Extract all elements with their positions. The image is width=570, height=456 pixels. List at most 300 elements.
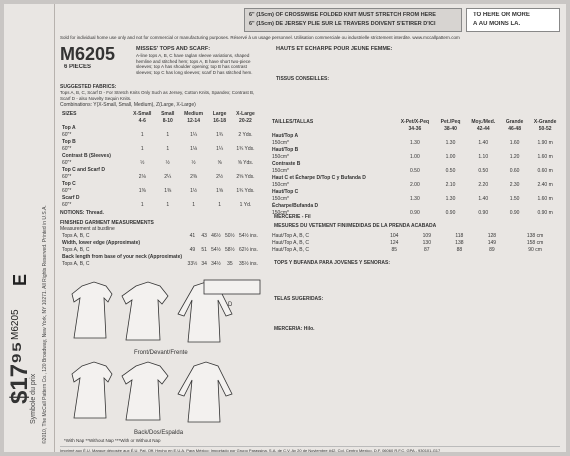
footer-divider xyxy=(60,446,560,447)
yardage-row-cell: Top C and Scarf D xyxy=(62,166,105,173)
metric-row-cell xyxy=(394,132,435,139)
table-header xyxy=(60,110,260,117)
yardage-row-cell xyxy=(208,152,231,159)
yardage-row xyxy=(60,152,260,159)
metric-row-cell xyxy=(466,160,501,167)
front-view-a-drawing xyxy=(72,282,112,338)
metric-row-cell xyxy=(466,132,501,139)
stretch-gauge-end xyxy=(466,8,560,32)
metric-row xyxy=(270,153,562,160)
table-size-numbers-cell: 4-6 xyxy=(138,117,146,124)
pattern-description: A-line tops A, B, C have raglan sleeve variations, shaped hemline and stitched hem; tops A, B have short two-piece sleeves; top A has shoulder opening; top B has contrast sleeves; top C has long sleeves; scarf D has stitched hem. xyxy=(136,53,253,75)
back-view-c-drawing xyxy=(178,362,232,422)
yardage-row-cell xyxy=(128,124,157,131)
yardage-row-cell: 2½ xyxy=(216,173,224,180)
finished-row-cell: 41 xyxy=(189,232,196,239)
yardage-row-cell: ⅝ xyxy=(217,159,222,166)
finished-row-cell xyxy=(185,253,199,260)
metric-yardage-table xyxy=(270,118,562,216)
yardage-row-cell: 1 Yd. xyxy=(239,201,252,208)
table-header-cell: X-Pet/X-Peq xyxy=(400,118,430,125)
finished-row-cell: 50½ xyxy=(225,232,235,239)
metric-measure-row-cell: Haut/Top A, B, C xyxy=(272,246,309,253)
metric-measurements-table xyxy=(270,232,562,253)
finished-row xyxy=(60,232,260,239)
metric-measure-row xyxy=(270,232,562,239)
price-label: $17⁹⁵ xyxy=(6,341,33,404)
metric-row-cell: 0.60 xyxy=(509,167,520,174)
metric-row xyxy=(270,132,562,139)
metric-row-cell xyxy=(466,188,501,195)
yardage-row-cell: 2⅛ xyxy=(138,173,146,180)
yardage-row xyxy=(60,187,260,194)
nap-note: *With Nap **Without Nap ***With or Without Nap xyxy=(64,438,161,443)
yardage-row-cell xyxy=(128,138,157,145)
mercerie: MERCERIE - Fil xyxy=(274,214,311,220)
table-header-cell: Grande xyxy=(505,118,524,125)
combinations: Combinations: Y(X-Small, Small, Medium), Z(Large, X-Large) xyxy=(60,102,196,108)
finished-row-cell xyxy=(185,239,199,246)
yardage-row-cell: 1 xyxy=(192,201,195,208)
finished-row-cell: 54½ xyxy=(211,246,221,253)
yardage-row-cell: 60"* xyxy=(62,201,72,208)
metric-measure-row-cell: 118 xyxy=(455,232,464,239)
metric-measure-row-cell: 87 xyxy=(424,246,430,253)
mesures-title: MESURES DU VÊTEMENT FINI/MEDIDAS DE LA PRENDA ACABADA xyxy=(274,223,437,229)
metric-row-cell: 150cm* xyxy=(272,167,289,174)
yardage-row-cell: 1¾ Yds. xyxy=(236,187,255,194)
metric-measure-row xyxy=(270,246,562,253)
metric-row xyxy=(270,181,562,188)
yardage-row-cell: 1¼ xyxy=(216,145,224,152)
finished-row-cell: 43 xyxy=(201,232,207,239)
metric-row-cell: 150cm* xyxy=(272,195,289,202)
pattern-title: MISSES' TOPS AND SCARF: xyxy=(136,46,211,52)
table-header-cell: Moy./Med. xyxy=(471,118,496,125)
finished-row-cell: Back length from base of your neck (Approximate) xyxy=(62,253,183,260)
finished-row xyxy=(60,246,260,253)
yardage-row-cell xyxy=(179,124,208,131)
finished-row-cell: 46½ xyxy=(211,232,221,239)
scarf-view xyxy=(200,276,266,336)
yardage-row-cell: 1 xyxy=(140,145,144,152)
finished-row-cell xyxy=(237,253,260,260)
yardage-table xyxy=(60,110,260,208)
table-header-cell: SIZES xyxy=(62,110,77,117)
yardage-row-cell: 2¼ xyxy=(164,173,172,180)
yardage-row-cell xyxy=(128,194,157,201)
stretch-gauge-banner xyxy=(244,8,462,32)
yardage-row-cell xyxy=(179,194,208,201)
fabrics-label: SUGGESTED FABRICS: xyxy=(60,84,117,90)
yardage-row-cell xyxy=(157,152,179,159)
metric-row-cell: 0.90 xyxy=(445,209,456,216)
metric-measure-row-cell: 85 xyxy=(391,246,398,253)
yardage-row xyxy=(60,124,260,131)
yardage-row xyxy=(60,159,260,166)
table-header-cell: X-Large xyxy=(236,110,255,117)
table-header-cell: Pet./Peq xyxy=(440,118,461,125)
metric-row-cell xyxy=(501,132,528,139)
table-header-cell: TAILLES/TALLAS xyxy=(272,118,314,125)
yardage-row-cell xyxy=(128,180,157,187)
table-size-numbers-cell: 34-36 xyxy=(408,125,422,132)
table-size-numbers-cell: 38-40 xyxy=(444,125,457,132)
yardage-row-cell: 1⅜ xyxy=(164,187,172,194)
yardage-row-cell xyxy=(157,194,179,201)
metric-row xyxy=(270,146,562,153)
yardage-row-cell: ½ xyxy=(165,159,170,166)
metric-row-cell: 0.60 m xyxy=(537,167,553,174)
metric-row xyxy=(270,188,562,195)
metric-row-cell: 1.00 xyxy=(410,153,420,160)
pattern-pieces: 6 PIECES xyxy=(64,64,92,70)
finished-row-cell xyxy=(237,239,260,246)
yardage-row-cell xyxy=(231,180,260,187)
table-size-numbers-cell xyxy=(270,125,394,132)
table-size-numbers-cell: 16-18 xyxy=(213,117,226,124)
finished-row-cell: Tops A, B, C xyxy=(62,246,90,253)
metric-row-cell: 150cm* xyxy=(272,181,289,188)
yardage-row-cell: 60"* xyxy=(62,145,72,152)
metric-row xyxy=(270,195,562,202)
stretch-end-en: TO HERE OR MORE xyxy=(473,12,530,18)
metric-row xyxy=(270,167,562,174)
table-size-numbers-cell: 42-44 xyxy=(476,125,490,132)
stretch-end-fr: À AU MOINS LÀ. xyxy=(473,21,521,27)
metric-measure-row-cell: 130 xyxy=(422,239,431,246)
yardage-row-cell xyxy=(231,194,260,201)
yardage-row xyxy=(60,173,260,180)
metric-row-cell: 150cm* xyxy=(272,153,289,160)
metric-row-cell xyxy=(394,188,435,195)
finished-row xyxy=(60,260,260,267)
yardage-row-cell: 1⅝ xyxy=(216,187,224,194)
yardage-row xyxy=(60,166,260,173)
metric-row-cell: 1.00 xyxy=(445,153,456,160)
metric-row-cell: 2.20 xyxy=(478,181,489,188)
metric-row-cell: 1.10 xyxy=(478,153,489,160)
table-header-cell: Medium xyxy=(184,110,204,117)
merceria: MERCERIA: Hilo. xyxy=(274,326,315,332)
yardage-row-cell: 60"* xyxy=(62,187,72,194)
yardage-row-cell xyxy=(208,194,231,201)
yardage-row-cell: 1 xyxy=(166,201,170,208)
side-letter: E xyxy=(10,273,30,286)
metric-row-cell xyxy=(528,146,562,153)
finished-measurements-title: FINISHED GARMENT MEASUREMENTS xyxy=(60,220,154,226)
yardage-row-cell: 60"* xyxy=(62,159,72,166)
metric-row-cell: 0.90 xyxy=(410,209,420,216)
yardage-row-cell: 1⅜ xyxy=(138,187,146,194)
yardage-row-cell xyxy=(208,138,231,145)
metric-row-cell: 1.40 xyxy=(478,195,489,202)
yardage-row-cell: Contrast B (Sleeves) xyxy=(62,152,111,159)
metric-measure-row-cell: 109 xyxy=(422,232,431,239)
metric-row-cell: 0.50 xyxy=(410,167,420,174)
metric-row-cell: 1.60 xyxy=(509,139,520,146)
yardage-row-cell xyxy=(128,152,157,159)
back-view-b-drawing xyxy=(122,362,168,420)
metric-row-cell xyxy=(528,174,562,181)
table-header-cell: Small xyxy=(161,110,175,117)
yardage-row-cell xyxy=(157,124,179,131)
yardage-row-cell xyxy=(157,166,179,173)
finished-row-cell xyxy=(209,239,223,246)
price-symbol-note: Symbole du prix xyxy=(30,373,37,424)
metric-row-cell xyxy=(394,146,435,153)
yardage-row-cell: 1 xyxy=(166,131,170,138)
yardage-row xyxy=(60,180,260,187)
finished-measurements-table xyxy=(60,232,260,267)
metric-row-cell: 1.30 xyxy=(445,195,456,202)
finished-measurements-sub: Measurement at bustline xyxy=(60,226,115,232)
finished-row-cell: 58½ xyxy=(225,246,235,253)
yardage-row-cell: Top B xyxy=(62,138,76,145)
metric-measure-row-cell: 124 xyxy=(390,239,399,246)
notions: NOTIONS: Thread. xyxy=(60,210,104,216)
metric-row-cell xyxy=(501,174,528,181)
metric-row-cell xyxy=(466,202,501,209)
yardage-row-cell: 1½ xyxy=(190,187,198,194)
metric-row-cell xyxy=(466,146,501,153)
yardage-row-cell: 1¾ xyxy=(216,131,224,138)
yardage-row-cell xyxy=(231,152,260,159)
yardage-row-cell: Scarf D xyxy=(62,194,80,201)
metric-row-cell xyxy=(435,188,465,195)
yardage-row-cell: 1¼ xyxy=(190,131,198,138)
footer-text: Imprimé aux É.U. Marque déposée aux É.U. Pat. Off. Hecho en E.U.A. Para México: Importado por Grupo Parassina, S.A. de C.V. Av 20 de Noviembre #42, Col. Centro Mexico, D.F. 06060 R.F.C. GPA - 930101-G17 xyxy=(60,448,441,452)
table-size-numbers-cell: 46-48 xyxy=(508,125,521,132)
finished-row-cell xyxy=(199,253,209,260)
table-size-numbers xyxy=(60,117,260,124)
metric-row-cell xyxy=(394,174,435,181)
metric-row-cell: 0.50 xyxy=(445,167,456,174)
metric-row-cell xyxy=(501,160,528,167)
metric-row-cell xyxy=(394,202,435,209)
yardage-row-cell xyxy=(128,166,157,173)
yardage-row-cell xyxy=(157,138,179,145)
back-view-a-drawing xyxy=(72,362,112,418)
yardage-row-cell xyxy=(179,138,208,145)
metric-measure-row-cell: 104 xyxy=(390,232,399,239)
metric-row-cell: 150cm* xyxy=(272,139,289,146)
metric-row xyxy=(270,209,562,216)
envelope-spine xyxy=(4,4,55,452)
yardage-row-cell xyxy=(179,152,208,159)
finished-row-cell: 35 xyxy=(227,260,233,267)
metric-row-cell: 150cm* xyxy=(272,209,289,216)
metric-measure-row-cell: 89 xyxy=(489,246,495,253)
scarf-label: D xyxy=(228,302,233,308)
finished-row-cell xyxy=(223,239,237,246)
spanish-title: TOPS Y BUFANDA PARA JÓVENES Y SEÑORAS: xyxy=(274,260,391,266)
metric-row-cell: Haut C et Écharpe D/Top C y Bufanda D xyxy=(272,174,366,181)
spine-pattern-number: M6205 xyxy=(10,309,21,340)
yardage-row-cell: 1 xyxy=(140,131,144,138)
yardage-row-cell xyxy=(208,166,231,173)
metric-row-cell: Haut/Top C xyxy=(272,188,299,195)
yardage-row xyxy=(60,138,260,145)
metric-row-cell xyxy=(435,202,465,209)
metric-row-cell xyxy=(501,202,528,209)
usage-disclaimer: Sold for individual home use only and not for commercial or manufacturing purposes. Réservé à un usage personnel. Utilisation commerciale ou industrielle strictement interdite. www.mccallpattern.com xyxy=(60,35,460,40)
finished-row-cell: 62½ ins. xyxy=(238,246,258,253)
yardage-row-cell: 60"* xyxy=(62,173,72,180)
table-size-numbers-cell: 8-10 xyxy=(162,117,173,124)
stretch-line-en: 6" (15cm) OF CROSSWISE FOLDED KNIT MUST STRETCH FROM HERE xyxy=(249,12,436,18)
yardage-row-cell: 1⅛ xyxy=(190,145,198,152)
french-title: HAUTS ET ÉCHARPE POUR JEUNE FEMME: xyxy=(276,46,393,52)
yardage-row xyxy=(60,145,260,152)
metric-row-cell: 1.60 m xyxy=(537,153,553,160)
metric-row-cell: 1.30 xyxy=(410,139,420,146)
yardage-row-cell xyxy=(179,180,208,187)
finished-row-cell: 51 xyxy=(201,246,207,253)
pattern-number: M6205 xyxy=(60,44,116,64)
yardage-row-cell xyxy=(208,180,231,187)
finished-row-cell: 35½ ins. xyxy=(238,260,258,267)
metric-row-cell xyxy=(394,160,435,167)
yardage-row-cell xyxy=(231,138,260,145)
yardage-row-cell: 2⅜ xyxy=(190,173,198,180)
metric-row-cell: 2.30 xyxy=(509,181,520,188)
metric-row-cell: 1.40 xyxy=(478,139,489,146)
yardage-row-cell xyxy=(208,124,231,131)
metric-row-cell xyxy=(528,202,562,209)
pattern-envelope-back xyxy=(4,4,566,452)
metric-measure-row-cell: 90 cm xyxy=(528,246,542,253)
metric-row-cell: 1.90 m xyxy=(537,139,553,146)
table-header-cell: Large xyxy=(212,110,227,117)
metric-row-cell xyxy=(528,160,562,167)
yardage-row-cell xyxy=(179,166,208,173)
metric-row-cell xyxy=(466,174,501,181)
metric-row xyxy=(270,202,562,209)
yardage-row-cell: 1 xyxy=(140,201,144,208)
metric-row-cell: Haut/Top A xyxy=(272,132,299,139)
finished-row xyxy=(60,239,260,246)
yardage-row-cell: 2 Yds. xyxy=(238,131,253,138)
finished-row-cell xyxy=(209,253,223,260)
metric-row-cell: 1.30 xyxy=(445,139,456,146)
metric-row-cell: 0.50 xyxy=(478,167,489,174)
metric-row-cell: 1.20 xyxy=(509,153,520,160)
scarf-drawing xyxy=(204,280,260,294)
front-view-b-drawing xyxy=(122,282,168,340)
yardage-row-cell: Top A xyxy=(62,124,76,131)
metric-row-cell xyxy=(528,188,562,195)
metric-row-cell xyxy=(501,146,528,153)
copyright-vertical: ©2010, The McCall Pattern Co., 120 Broadway, New York, NY 10271. All Rights Reserved. Printed in U.S.A. xyxy=(42,205,48,444)
metric-row-cell xyxy=(435,132,465,139)
metric-row-cell: 0.90 xyxy=(478,209,489,216)
metric-row xyxy=(270,174,562,181)
metric-measure-row-cell: 138 xyxy=(455,239,464,246)
metric-row-cell: Haut/Top B xyxy=(272,146,299,153)
metric-row-cell: 0.90 xyxy=(509,209,520,216)
metric-measure-row-cell: Haut/Top A, B, C xyxy=(272,239,309,246)
yardage-row xyxy=(60,194,260,201)
finished-row-cell: 54½ ins. xyxy=(238,232,258,239)
metric-measure-row-cell: 138 cm xyxy=(526,232,544,239)
metric-row-cell: 2.10 xyxy=(445,181,456,188)
telas-sugeridas: TELAS SUGERIDAS: xyxy=(274,296,324,302)
metric-measure-row-cell: Haut/Top A, B, C xyxy=(272,232,309,239)
finished-row-cell: 49 xyxy=(189,246,196,253)
finished-row-cell: 33½ xyxy=(187,260,198,267)
back-label: Back/Dos/Espalda xyxy=(134,430,184,436)
metric-measure-row xyxy=(270,239,562,246)
yardage-row xyxy=(60,201,260,208)
yardage-row-cell: 2⅝ Yds. xyxy=(236,173,255,180)
finished-row-cell: Tops A, B, C xyxy=(62,232,90,239)
table-size-numbers-cell xyxy=(60,117,128,124)
yardage-row xyxy=(60,131,260,138)
yardage-row-cell: 1¾ Yds. xyxy=(236,145,255,152)
metric-row-cell xyxy=(435,174,465,181)
metric-row-cell: 2.40 m xyxy=(537,181,553,188)
table-header xyxy=(270,118,562,125)
metric-row-cell xyxy=(435,146,465,153)
metric-row-cell: Écharpe/Bufanda D xyxy=(272,202,319,209)
yardage-row-cell: 1 xyxy=(218,201,221,208)
table-header-cell: X-Grande xyxy=(533,118,557,125)
metric-row-cell xyxy=(501,188,528,195)
french-fabrics-title: TISSUS CONSEILLÉS: xyxy=(276,76,330,82)
yardage-row-cell: 1 xyxy=(166,145,170,152)
table-size-numbers-cell: 20-22 xyxy=(239,117,252,124)
metric-row-cell: 1.60 m xyxy=(537,195,553,202)
fabrics-text: Tops A, B, C, Scarf D - For Stretch Knits Only Such as Jersey, Cotton Knits, Spandex; Contrast B, Scarf D - also Novelty Sequin Knits. xyxy=(60,90,255,101)
finished-row-cell: Tops A, B, C xyxy=(62,260,90,267)
metric-row-cell: 1.50 xyxy=(509,195,520,202)
metric-measure-row-cell: 149 xyxy=(487,239,497,246)
metric-measure-row-cell: 88 xyxy=(456,246,463,253)
metric-measure-row-cell: 128 xyxy=(487,232,497,239)
metric-row-cell: 0.90 m xyxy=(537,209,553,216)
yardage-row-cell: ⅝ Yds. xyxy=(237,159,254,166)
finished-row-cell: 34 xyxy=(201,260,207,267)
metric-row xyxy=(270,139,562,146)
front-label: Front/Devant/Frente xyxy=(134,350,188,356)
metric-row-cell: 1.30 xyxy=(410,195,420,202)
metric-row-cell xyxy=(435,160,465,167)
metric-row-cell xyxy=(528,132,562,139)
stretch-line-fr: 6" (15cm) DE JERSEY PLIÉ SUR LE TRAVERS DOIVENT S'ÉTIRER D'ICI xyxy=(249,21,436,27)
finished-row-cell xyxy=(199,239,209,246)
yardage-row-cell: 60"* xyxy=(62,131,72,138)
table-size-numbers-cell: 12-14 xyxy=(187,117,200,124)
table-size-numbers-cell: 50-52 xyxy=(538,125,552,132)
finished-row-cell: Width, lower edge (Approximate) xyxy=(62,239,141,246)
finished-row xyxy=(60,253,260,260)
finished-row-cell: 34½ xyxy=(211,260,221,267)
metric-row xyxy=(270,160,562,167)
metric-measure-row-cell: 158 cm xyxy=(526,239,544,246)
yardage-row-cell xyxy=(157,180,179,187)
finished-row-cell xyxy=(223,253,237,260)
yardage-row-cell xyxy=(231,166,260,173)
metric-row-cell: 2.00 xyxy=(410,181,420,188)
metric-row-cell: Contraste B xyxy=(272,160,301,167)
table-header-cell: X-Small xyxy=(133,110,152,117)
yardage-row-cell: ½ xyxy=(140,159,145,166)
yardage-row-cell xyxy=(231,124,260,131)
table-size-numbers xyxy=(270,125,562,132)
yardage-row-cell: Top C xyxy=(62,180,76,187)
yardage-row-cell: ½ xyxy=(191,159,196,166)
